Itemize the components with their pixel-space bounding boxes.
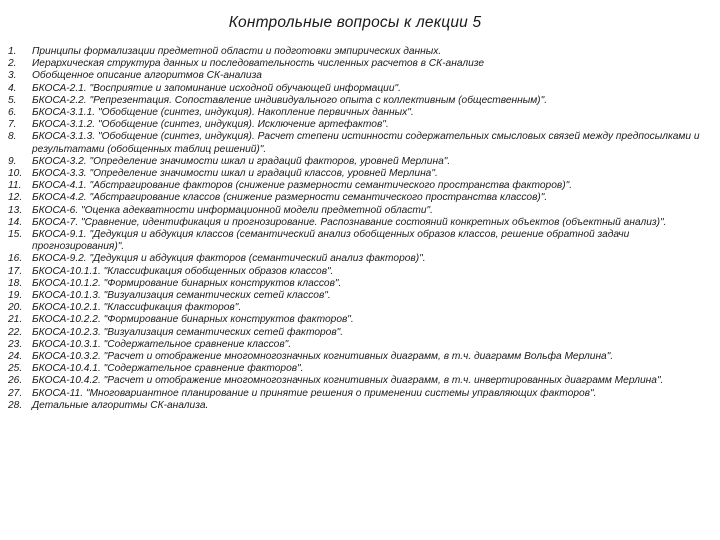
list-item-number: 6. bbox=[8, 107, 17, 119]
list-item-number: 20. bbox=[8, 302, 23, 314]
list-item-text: БКОСА-9.2. "Дедукция и абдукция факторов (семантический анализ факторов)". bbox=[32, 253, 426, 265]
list-item bbox=[8, 327, 702, 339]
list-item-text: БКОСА-10.2.2. "Формирование бинарных конструктов факторов". bbox=[32, 314, 354, 326]
list-item-text: БКОСА-10.1.3. "Визуализация семантических сетей классов". bbox=[32, 290, 331, 302]
list-item-number: 27. bbox=[8, 387, 23, 399]
list-item-number: 15. bbox=[8, 229, 23, 241]
list-item bbox=[8, 83, 702, 95]
list-item-number: 4. bbox=[8, 82, 17, 94]
list-item-number: 13. bbox=[8, 204, 23, 216]
list-item-text: БКОСА-10.1.1. "Классификация обобщенных образов классов". bbox=[32, 265, 334, 277]
list-item bbox=[8, 217, 702, 229]
list-item-text: БКОСА-10.3.1. "Содержательное сравнение классов". bbox=[32, 338, 292, 350]
list-item-text: БКОСА-10.3.2. "Расчет и отображение многомногозначных когнитивных диаграмм, в т.ч. диаграмм Вольфа Мерлина". bbox=[32, 351, 614, 363]
list-item-number: 12. bbox=[8, 192, 23, 204]
list-item bbox=[8, 388, 702, 400]
list-item bbox=[8, 180, 702, 192]
list-item bbox=[8, 351, 702, 363]
list-item-text: БКОСА-4.1. "Абстрагирование факторов (снижение размерности семантического пространства факторов)". bbox=[32, 180, 573, 192]
list-item bbox=[8, 205, 702, 217]
list-item bbox=[8, 400, 702, 412]
list-item bbox=[8, 131, 702, 155]
list-item-text: БКОСА-4.2. "Абстрагирование классов (снижение размерности семантического пространства классов)". bbox=[32, 192, 548, 204]
list-item-number: 10. bbox=[8, 168, 23, 180]
list-item-text: БКОСА-7. "Сравнение, идентификация и прогнозирование. Распознавание состояний конкретных объектов (объектный анализ)". bbox=[32, 216, 667, 228]
list-item-text: Иерархическая структура данных и последовательность численных расчетов в СК-анализе bbox=[32, 58, 485, 70]
list-item-number: 28. bbox=[8, 399, 23, 411]
list-item-number: 7. bbox=[8, 119, 17, 131]
list-item-text: БКОСА-10.1.2. "Формирование бинарных конструктов классов". bbox=[32, 277, 342, 289]
list-item-number: 24. bbox=[8, 351, 23, 363]
list-item-text: БКОСА-9.1. "Дедукция и абдукция классов (семантический анализ обобщенных образов классов, решение обратной задачи прогнозирования)". bbox=[32, 229, 630, 253]
list-item-text: БКОСА-3.1.1. "Обобщение (синтез, индукция). Накопление первичных данных". bbox=[32, 107, 414, 119]
list-item bbox=[8, 302, 702, 314]
list-item-text: БКОСА-10.2.1. "Классификация факторов". bbox=[32, 302, 242, 314]
list-item bbox=[8, 229, 702, 253]
list-item-text: БКОСА-3.1.2. "Обобщение (синтез, индукция). Исключение артефактов". bbox=[32, 119, 389, 131]
list-item bbox=[8, 290, 702, 302]
list-item-number: 26. bbox=[8, 375, 23, 387]
list-item-number: 19. bbox=[8, 290, 23, 302]
list-item-text: Детальные алгоритмы СК-анализа. bbox=[32, 399, 209, 411]
list-item-text: БКОСА-10.4.1. "Содержательное сравнение факторов". bbox=[32, 363, 304, 375]
list-item-text: Обобщенное описание алгоритмов СК-анализа bbox=[32, 70, 262, 82]
list-item bbox=[8, 278, 702, 290]
list-item-number: 25. bbox=[8, 363, 23, 375]
list-item-text: БКОСА-2.2. "Репрезентация. Сопоставление индивидуального опыта с коллективным (общественным)". bbox=[32, 94, 548, 106]
list-item-number: 1. bbox=[8, 46, 17, 57]
list-item-text: БКОСА-6. "Оценка адекватности информационной модели предметной области". bbox=[32, 204, 433, 216]
list-item-text: БКОСА-11. "Многовариантное планирование и принятие решения о применении системы управляющих факторов". bbox=[32, 387, 597, 399]
list-item-number: 14. bbox=[8, 216, 23, 228]
list-item bbox=[8, 119, 702, 131]
list-item-number: 16. bbox=[8, 253, 23, 265]
list-item bbox=[8, 70, 702, 82]
list-item-text: БКОСА-3.3. "Определение значимости шкал и градаций классов, уровней Мерлина". bbox=[32, 168, 438, 180]
list-item-number: 9. bbox=[8, 155, 17, 167]
list-item bbox=[8, 95, 702, 107]
page-title: Контрольные вопросы к лекции 5 bbox=[228, 14, 482, 31]
list-item-text: БКОСА-2.1. "Восприятие и запоминание исходной обучающей информации". bbox=[32, 82, 401, 94]
list-item bbox=[8, 58, 702, 70]
list-item bbox=[8, 314, 702, 326]
list-item-number: 5. bbox=[8, 94, 17, 106]
list-item-text: БКОСА-10.2.3. "Визуализация семантических сетей факторов". bbox=[32, 326, 344, 338]
list-item-text: БКОСА-10.4.2. "Расчет и отображение многомногозначных когнитивных диаграмм, в т.ч. инвертированных диаграмм Мерлина". bbox=[32, 375, 664, 387]
list-item-number: 21. bbox=[8, 314, 23, 326]
list-item-number: 11. bbox=[8, 180, 22, 192]
list-item bbox=[8, 266, 702, 278]
list-item-number: 2. bbox=[8, 58, 17, 70]
list-item bbox=[8, 363, 702, 375]
list-item-number: 3. bbox=[8, 70, 17, 82]
list-item bbox=[8, 46, 702, 58]
list-item-number: 23. bbox=[8, 338, 23, 350]
list-item-text: БКОСА-3.2. "Определение значимости шкал и градаций факторов, уровней Мерлина". bbox=[32, 155, 451, 167]
list-item-text: Принципы формализации предметной области и подготовки эмпирических данных. bbox=[32, 46, 442, 57]
list-item bbox=[8, 107, 702, 119]
question-list bbox=[8, 46, 702, 412]
list-item bbox=[8, 339, 702, 351]
list-item bbox=[8, 375, 702, 387]
list-item-number: 8. bbox=[8, 131, 17, 143]
list-item-number: 17. bbox=[8, 265, 23, 277]
list-item bbox=[8, 192, 702, 204]
list-item-number: 22. bbox=[8, 326, 23, 338]
list-item bbox=[8, 253, 702, 265]
list-item-text: БКОСА-3.1.3. "Обобщение (синтез, индукция). Расчет степени истинности содержательных смысловых связей между предпосылками и результатами (обобщенных таблиц решений)". bbox=[32, 131, 700, 155]
list-item bbox=[8, 168, 702, 180]
list-item bbox=[8, 156, 702, 168]
list-item-number: 18. bbox=[8, 277, 23, 289]
